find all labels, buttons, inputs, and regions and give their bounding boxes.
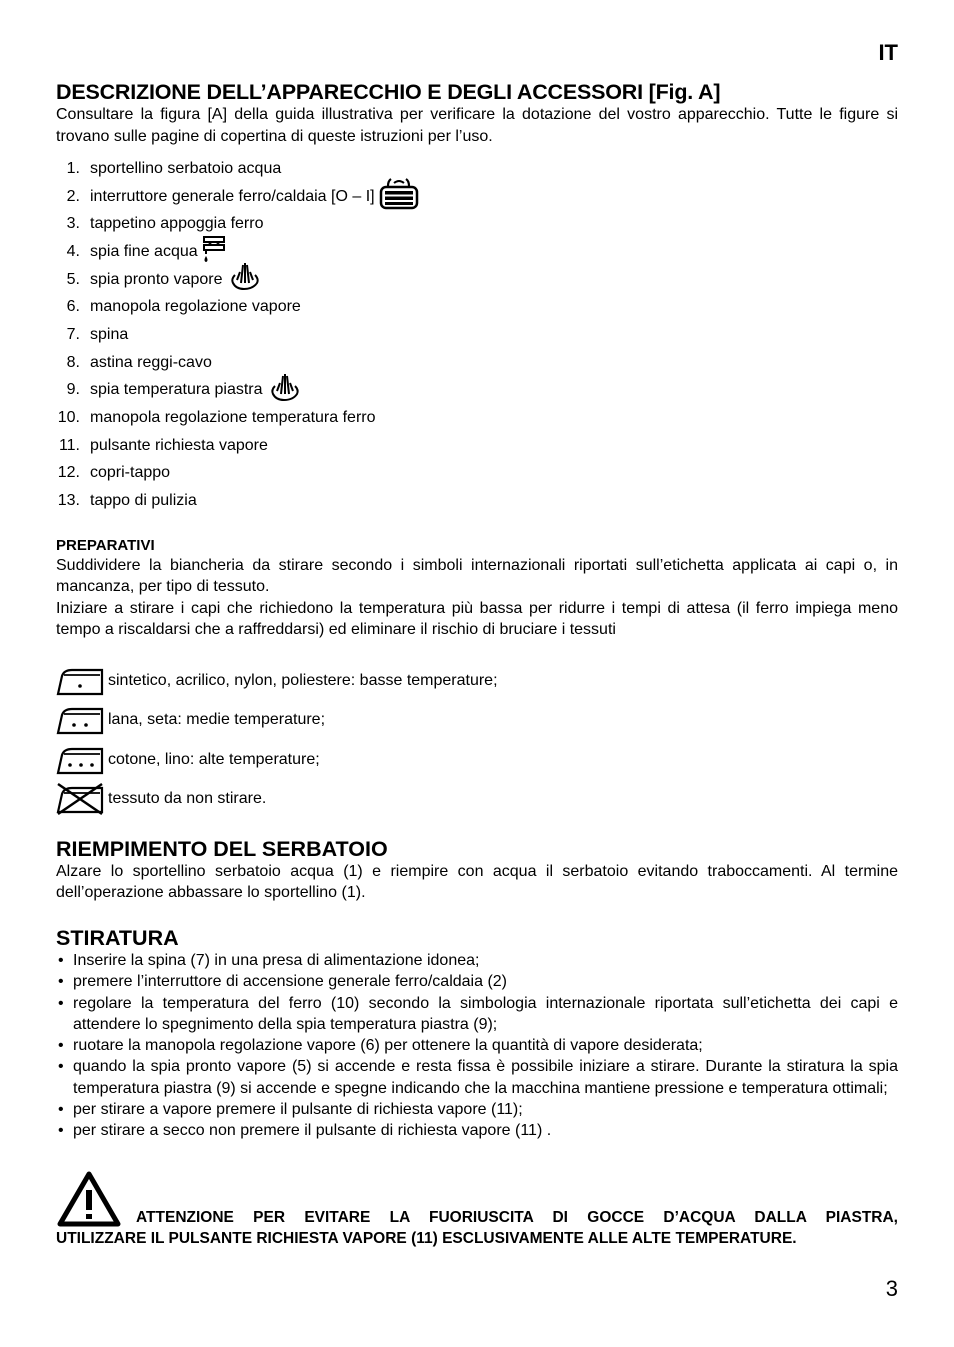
item-number: 8.: [66, 353, 80, 371]
warning-line-2: UTILIZZARE IL PULSANTE RICHIESTA VAPORE (11) ESCLUSIVAMENTE ALLE ALTE TEMPERATURE.: [56, 1230, 797, 1247]
boiler-switch-icon: [379, 177, 419, 216]
list-item: [56, 293, 898, 321]
section-intro: Consultare la figura [A] della guida illustrativa per verificare la dotazione del vostro apparecchio. Tutte le figure si trovano sulle pagine di copertina di queste istruzioni per l’uso.: [56, 106, 898, 145]
fabric-row: [56, 700, 898, 740]
fabric-row: [56, 661, 898, 701]
warning-box: [56, 1170, 898, 1250]
item-label: copri-tappo: [90, 464, 171, 482]
iron-two-dots-icon: [56, 703, 104, 737]
list-item: [56, 238, 898, 266]
section-title-stiratura: STIRATURA: [56, 925, 179, 950]
fabric-label: cotone, lino: alte temperature;: [108, 750, 320, 768]
list-item: • per stirare a secco non premere il pulsante di richiesta vapore (11) .: [56, 1120, 898, 1141]
list-item: [56, 404, 898, 432]
list-item: [56, 321, 898, 349]
fabric-row: [56, 779, 898, 819]
list-item: [56, 487, 898, 515]
fabric-label: lana, seta: medie temperature;: [108, 711, 326, 729]
list-item: • ruotare la manopola regolazione vapore (6) per ottenere la quantità di vapore desiderata;: [56, 1035, 898, 1056]
section-title-description: DESCRIZIONE DELL’APPARECCHIO E DEGLI ACCESSORI [Fig. A]: [56, 80, 721, 104]
warning-line-1: ATTENZIONE PER EVITARE LA FUORIUSCITA DI GOCCE D’ACQUA DALLA PIASTRA,: [136, 1208, 898, 1226]
fabric-label: sintetico, acrilico, nylon, poliestere: basse temperature;: [108, 671, 498, 689]
item-label: spina: [90, 325, 129, 343]
fabric-row: [56, 740, 898, 780]
list-item: [56, 432, 898, 460]
warning-triangle-icon: [56, 1170, 122, 1228]
list-item: • quando la spia pronto vapore (5) si accende e resta fissa è possibile iniziare a stirare. Durante la stiratura la spia temperatura piastra (9) si accende e spegne indicando che la macchina mantiene pressione e temperatura ottimali;: [56, 1056, 898, 1099]
item-number: 1.: [66, 159, 80, 177]
list-item: [56, 266, 898, 294]
steam-icon: [267, 372, 303, 409]
item-number: 7.: [66, 325, 80, 343]
item-label: spia pronto vapore: [90, 270, 223, 288]
list-item: [56, 155, 898, 183]
parts-list: [56, 155, 898, 515]
item-number: 11.: [58, 436, 80, 454]
preparativi-title: PREPARATIVI: [56, 536, 155, 554]
item-number: 10.: [57, 409, 80, 427]
list-item: • Inserire la spina (7) in una presa di alimentazione idonea;: [56, 950, 898, 971]
list-item: • per stirare a vapore premere il pulsante di richiesta vapore (11);: [56, 1099, 898, 1120]
item-label: astina reggi-cavo: [90, 353, 212, 371]
item-label: spia temperatura piastra: [90, 381, 263, 399]
item-number: 2.: [66, 187, 80, 205]
list-item: [56, 460, 898, 488]
fabric-label: tessuto da non stirare.: [108, 790, 267, 808]
item-label: sportellino serbatoio acqua: [90, 159, 282, 177]
item-number: 6.: [66, 298, 80, 316]
water-tap-icon: [202, 234, 228, 269]
preparativi-paragraph-1: Suddividere la biancheria da stirare secondo i simboli internazionali riportati sull’etichetta applicata ai capi o, in mancanza, per tipo di tessuto.: [56, 556, 898, 596]
page-number: 3: [885, 1276, 898, 1301]
list-item: [56, 183, 898, 211]
iron-crossed-icon: [56, 782, 104, 816]
iron-three-dots-icon: [56, 743, 104, 777]
section-title-riempimento: RIEMPIMENTO DEL SERBATOIO: [56, 836, 388, 861]
main-content: [56, 80, 898, 1142]
language-tag: IT: [878, 40, 898, 65]
item-number: 5.: [66, 270, 80, 288]
item-label: tappetino appoggia ferro: [90, 215, 264, 233]
item-number: 3.: [66, 215, 80, 233]
item-label: manopola regolazione vapore: [90, 298, 301, 316]
item-label: interruttore generale ferro/caldaia [O – I]: [90, 187, 375, 205]
riempimento-text: Alzare lo sportellino serbatoio acqua (1) e riempire con acqua il serbatoio evitando traboccamenti. Al termine dell’operazione abbassare lo sportellino (1).: [56, 862, 898, 902]
list-item: • regolare la temperatura del ferro (10) secondo la simbologia internazionale riportata sull’etichetta dei capi e attendere lo spegnimento della spia temperatura piastra (9);: [56, 993, 898, 1036]
list-item: [56, 210, 898, 238]
iron-one-dot-icon: [56, 664, 104, 698]
list-item: [56, 349, 898, 377]
stiratura-list: [56, 950, 898, 1142]
list-item: [56, 377, 898, 405]
item-number: 13.: [57, 492, 80, 510]
preparativi-paragraph-2: Iniziare a stirare i capi che richiedono la temperatura più bassa per ridurre i tempi di attesa (il ferro impiega meno tempo a riscaldarsi che a raffreddarsi) ed eliminare il rischio di bruciare i tessuti: [56, 599, 898, 639]
list-item: • premere l’interruttore di accensione generale ferro/caldaia (2): [56, 971, 898, 992]
item-number: 4.: [66, 242, 80, 260]
item-label: spia fine acqua: [90, 242, 198, 260]
steam-icon: [227, 261, 263, 298]
item-number: 9.: [66, 381, 80, 399]
item-label: tappo di pulizia: [90, 492, 197, 510]
item-label: pulsante richiesta vapore: [90, 436, 268, 454]
item-number: 12.: [57, 464, 80, 482]
item-label: manopola regolazione temperatura ferro: [90, 409, 376, 427]
